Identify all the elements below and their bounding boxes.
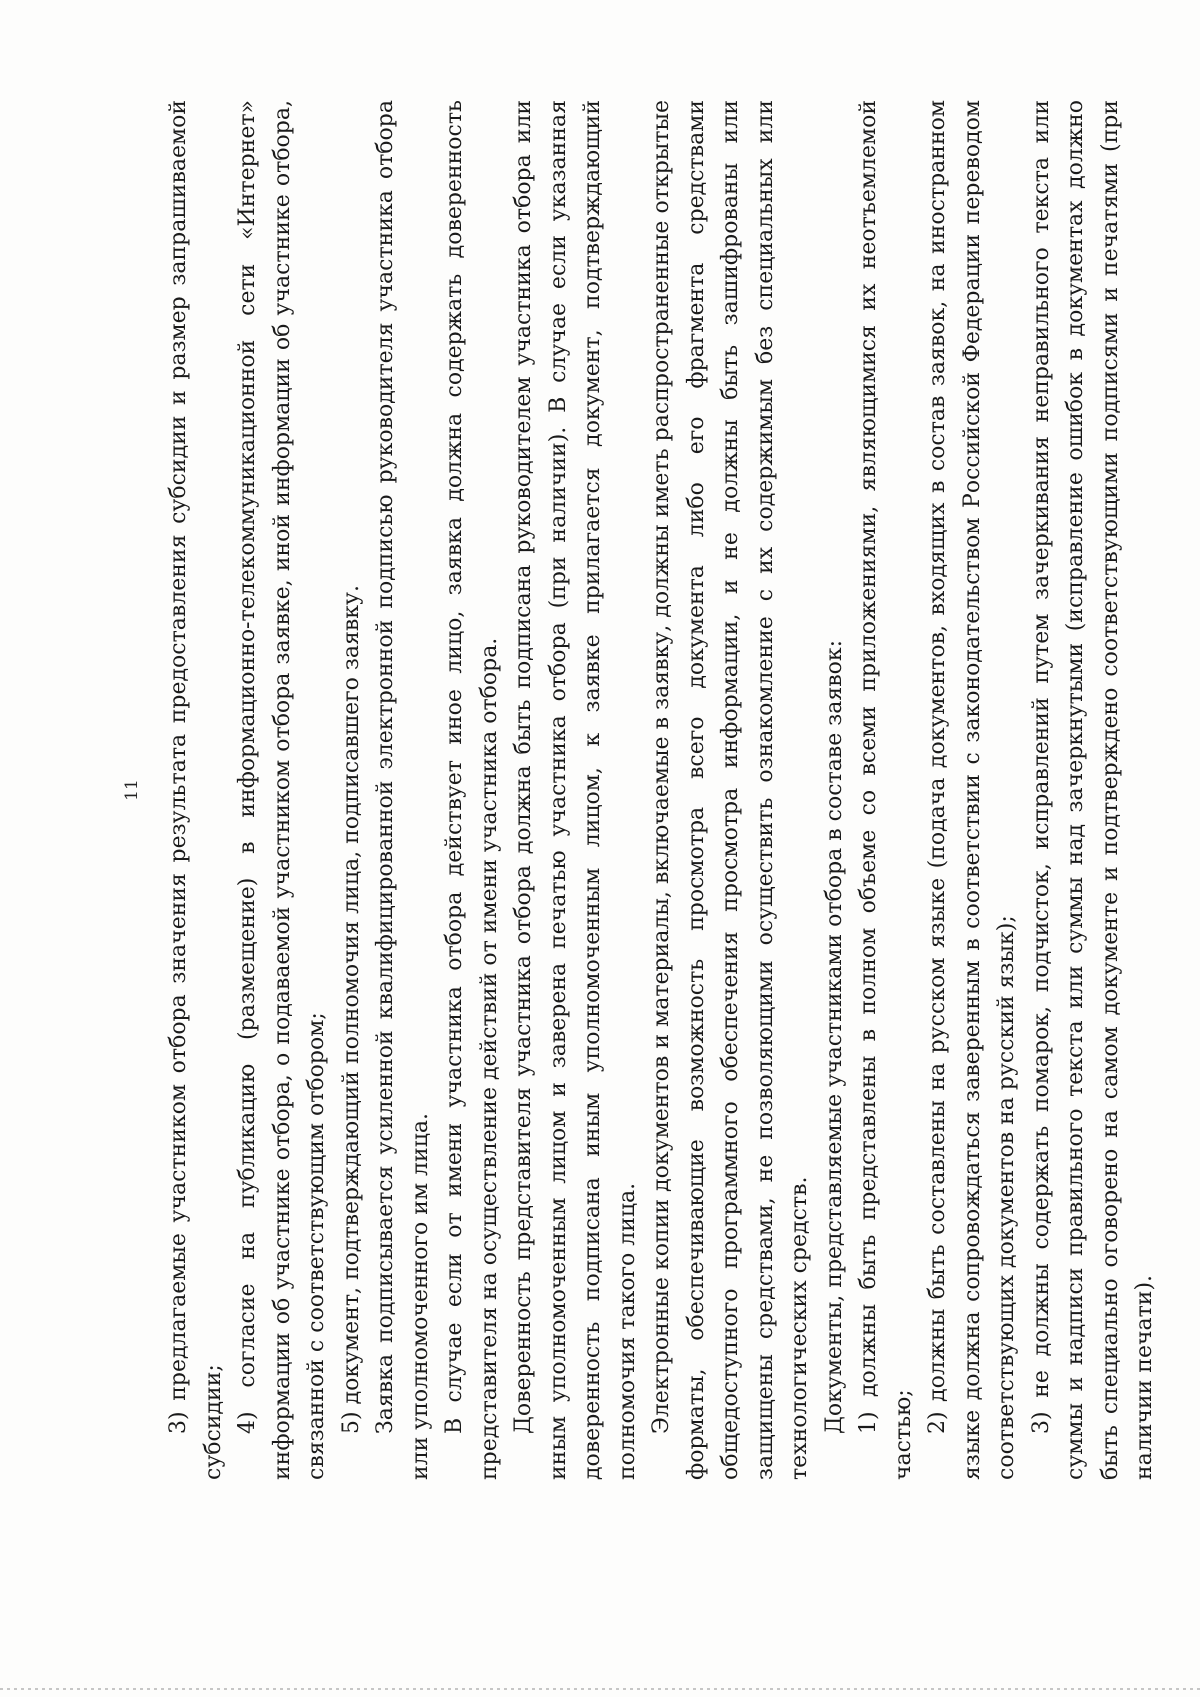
paragraph: 3) предлагаемые участником отбора значения результата предоставления субсидии и размер запрашиваемой субсидии; (166, 100, 226, 1480)
rotated-text-block (110, 50, 1157, 1530)
paragraph: 3) не должны содержать помарок, подчисток, исправлений путем зачеркивания неправильного текста или суммы и надписи правильного текста или суммы над зачеркнутыми (исправление ошибок в документах должно быть специально оговорено на самом документе и подтверждено соответствующими подписями и печатями (при наличии печати). (1028, 100, 1157, 1480)
paragraph: В случае если от имени участника отбора действует иное лицо, заявка должна содержать доверенность представителя на осуществление действий от имени участника отбора. (442, 100, 502, 1480)
paragraph: 2) должны быть составлены на русском языке (подача документов, входящих в состав заявок, на иностранном языке должна сопровождаться заверенным в соответствии с законодательством Российской Федерации переводом соответствующих документов на русский язык); (925, 100, 1019, 1480)
paragraph: Электронные копии документов и материалы, включаемые в заявку, должны иметь распространенные открытые форматы, обеспечивающие возможность просмотра всего документа либо его фрагмента средствами общедоступного программного обеспечения просмотра информации, и не должны быть зашифрованы или защищены средствами, не позволяющими осуществить ознакомление с их содержимым без специальных или технологических средств. (649, 100, 812, 1480)
scan-edge-artifact (0, 1688, 1200, 1690)
paragraph: Доверенность представителя участника отбора должна быть подписана руководителем участника отбора или иным уполномоченным лицом и заверена печатью участника отбора (при наличии). В случае если указанная доверенность подписана иным уполномоченным лицом, к заявке прилагается документ, подтверждающий полномочия такого лица. (511, 100, 640, 1480)
document-body (162, 100, 1163, 1480)
paragraph: 5) документ, подтверждающий полномочия лица, подписавшего заявку. (338, 585, 364, 1434)
paragraph: 4) согласие на публикацию (размещение) в информационно-телекоммуникационной сети «Интернет» информации об участнике отбора, о подаваемой участником отбора заявке, иной информации об участнике отбора, связанной с соответствующим отбором; (235, 100, 329, 1480)
paragraph: Заявка подписывается усиленной квалифицированной электронной подписью руководителя участника отбора или уполномоченного им лица. (373, 100, 433, 1480)
paragraph: 1) должны быть представлены в полном объеме со всеми приложениями, являющимися их неотъемлемой частью; (856, 100, 916, 1480)
page-number: 11 (122, 779, 142, 801)
paragraph: Документы, представляемые участниками отбора в составе заявок: (821, 640, 847, 1434)
